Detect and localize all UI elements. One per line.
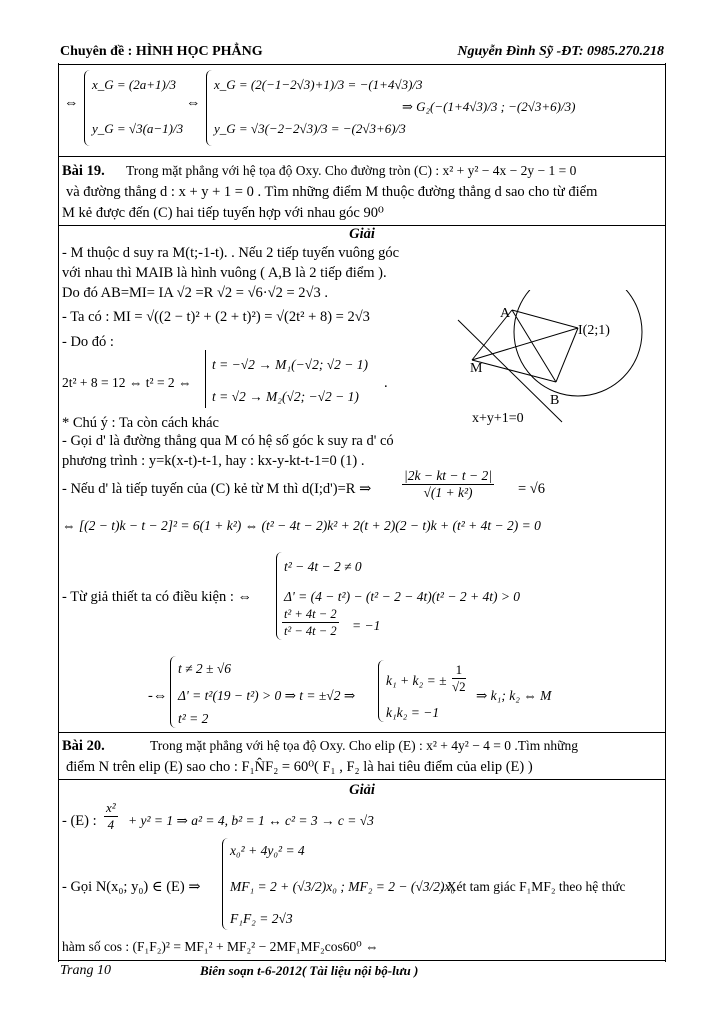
circle-c	[514, 290, 642, 396]
condition-denominator: t² − 4t − 2	[284, 624, 337, 638]
sol19-line-4: - Ta có : MI = √((2 − t)² + (2 + t)²) = √(2t² + 8) = 2√3	[62, 309, 370, 325]
condition-fraction	[282, 606, 339, 639]
final-brace-1	[170, 656, 176, 728]
sol19-line-13e: k₁ + k₂ = ±	[386, 673, 447, 688]
sol19-line-13b: t ≠ 2 ± √6	[178, 661, 231, 676]
sol19-line-13e-end: ⇒ k₁; k₂ ⇔ M	[476, 688, 552, 703]
sol19-line-13d: t² = 2	[178, 711, 209, 726]
sol19-line-11: ⇔ [(2 − t)k − t − 2]² = 6(1 + k²) ⇔ (t² − 4t − 2)k² + 2(t + 2)(2 − t)k + (t² + 4t − 2) = 0	[62, 518, 541, 533]
footer-page-number: Trang 10	[60, 963, 111, 978]
sol19-line-13c: Δ' = t²(19 − t²) > 0 ⇒ t = ±√2 ⇒	[178, 688, 356, 703]
sol19-line-8: - Gọi d' là đường thẳng qua M có hệ số góc k suy ra d' có	[62, 433, 394, 449]
equiv-arrow-1: ⇔	[64, 95, 79, 111]
label-i: I(2;1)	[578, 323, 610, 338]
k-sum-fraction	[452, 662, 466, 695]
header-author: Nguyễn Đình Sỹ -ĐT: 0985.270.218	[457, 44, 664, 59]
sol19-line-6a: 2t² + 8 = 12 ⇔ t² = 2 ⇔	[62, 375, 192, 390]
segment-ib	[556, 328, 578, 382]
sol19-line-2: với nhau thì MAIB là hình vuông ( A,B là 2 tiếp điểm ).	[62, 265, 387, 281]
problem-20-title: Bài 20.	[62, 738, 105, 754]
label-line-d: x+y+1=0	[472, 411, 524, 426]
ellipse-fraction	[104, 800, 118, 833]
sol19-line-12c: Δ' = (4 − t²) − (t² − 2 − 4t)(t² − 2 + 4t) > 0	[284, 589, 521, 604]
page-header	[60, 44, 664, 64]
ellipse-brace	[222, 838, 228, 930]
sol20-line-2a: - Gọi N(x₀; y₀) ∈ (E) ⇒	[62, 879, 201, 895]
sol19-line-10b: = √6	[518, 481, 546, 497]
sol19-line-6d: .	[384, 375, 388, 391]
geometry-figure	[450, 290, 660, 430]
system-brace-1	[84, 70, 90, 146]
sol20-line-2c: MF₁ = 2 + (√3/2)x₀ ; MF₂ = 2 − (√3/2)x₀	[230, 879, 456, 894]
problem-20-line-1: Trong mặt phẳng với hệ tọa độ Oxy. Cho elip (E) : x² + 4y² − 4 = 0 .Tìm những	[150, 738, 578, 753]
sol20-line-1a: - (E) :	[62, 813, 97, 829]
yg-formula-2: y_G = √3(−2−2√3)/3 = −(2√3+6)/3	[214, 121, 406, 136]
segment-mi	[472, 328, 578, 360]
ellipse-denominator: 4	[107, 817, 115, 832]
sol19-line-13a: -⇔	[148, 688, 168, 704]
final-brace-2	[378, 660, 384, 722]
solution-20-heading: Giải	[349, 782, 375, 798]
yg-formula-1: y_G = √3(a−1)/3	[92, 121, 184, 136]
problem-19-line-2: và đường thẳng d : x + y + 1 = 0 . Tìm những điểm M thuộc đường thẳng d sao cho từ điểm	[66, 184, 598, 200]
k-sum-numerator: 1	[452, 662, 466, 679]
condition-numerator: t² + 4t − 2	[284, 607, 337, 621]
footer-rule	[58, 960, 666, 961]
distance-fraction	[402, 468, 494, 501]
sol19-line-5: - Do đó :	[62, 334, 114, 350]
problem-19-line-1: Trong mặt phẳng với hệ tọa độ Oxy. Cho đường tròn (C) : x² + y² − 4x − 2y − 1 = 0	[126, 163, 577, 178]
sol19-line-10a: - Nếu d' là tiếp tuyến của (C) kẻ từ M thì d(I;d')=R ⇒	[62, 481, 372, 497]
label-m: M	[470, 361, 483, 376]
sol20-line-1b: + y² = 1 ⇒ a² = 4, b² = 1 ↔ c² = 3 → c = √3	[128, 813, 374, 828]
sol19-line-6b: t = −√2 → M₁(−√2; √2 − 1)	[212, 357, 368, 372]
sol19-line-6c: t = √2 → M₂(√2; −√2 − 1)	[212, 389, 359, 404]
ellipse-numerator: x²	[106, 800, 116, 815]
sol20-line-2d: F₁F₂ = 2√3	[230, 911, 293, 926]
sol19-line-13f: k₁k₂ = −1	[386, 705, 440, 720]
distance-numerator: |2k − kt − t − 2|	[404, 468, 492, 483]
sol19-line-1: - M thuộc d suy ra M(t;-1-t). . Nếu 2 tiếp tuyến vuông góc	[62, 245, 400, 261]
tangent-mb	[472, 360, 556, 382]
xg-formula-1: x_G = (2a+1)/3	[92, 77, 176, 92]
sol19-line-7: * Chú ý : Ta còn cách khác	[62, 415, 219, 431]
label-b: B	[550, 393, 560, 408]
problem-19-title: Bài 19.	[62, 163, 105, 179]
k-sum-denominator: √2	[452, 679, 466, 694]
problem-19-line-3: M kẻ được đến (C) hai tiếp tuyến hợp với nhau góc 90⁰	[62, 205, 384, 221]
sol20-line-2b: x₀² + 4y₀² = 4	[230, 843, 305, 858]
label-a: A	[500, 306, 511, 321]
footer-note: Biên soạn t-6-2012( Tài liệu nội bộ-lưu )	[200, 963, 419, 978]
distance-denominator: √(1 + k²)	[423, 485, 473, 500]
system-brace-2	[206, 70, 212, 146]
g2-result: ⇒ G₂(−(1+4√3)/3 ; −(2√3+6)/3)	[402, 99, 576, 114]
xg-formula-2: x_G = (2(−1−2√3)+1)/3 = −(1+4√3)/3	[214, 77, 423, 92]
sol19-line-12b: t² − 4t − 2 ≠ 0	[284, 559, 362, 574]
header-rule	[58, 64, 666, 65]
problem-20-line-2: điểm N trên elip (E) sao cho : F₁N̂F₂ = 60⁰( F₁ , F₂ là hai tiêu điểm của elip (E) )	[66, 759, 533, 775]
solution-19-heading: Giải	[349, 226, 375, 242]
sol19-line-9: phương trình : y=k(x-t)-t-1, hay : kx-y-kt-t-1=0 (1) .	[62, 453, 365, 469]
sol19-line-12d-end: = −1	[352, 618, 381, 633]
bracket-t-solutions	[205, 350, 211, 408]
equiv-arrow-2: ⇔	[186, 95, 201, 111]
header-topic: Chuyên đề : HÌNH HỌC PHẲNG	[60, 44, 263, 59]
sol19-line-12a: - Từ giả thiết ta có điều kiện : ⇔	[62, 589, 253, 605]
sol20-line-3: hàm số cos : (F₁F₂)² = MF₁² + MF₂² − 2MF₁MF₂cos60⁰ ⇔	[62, 939, 379, 954]
sol20-line-2e: . Xét tam giác F₁MF₂ theo hệ thức	[440, 879, 626, 894]
sol19-line-3: Do đó AB=MI= IA √2 =R √2 = √6·√2 = 2√3 .	[62, 285, 328, 301]
